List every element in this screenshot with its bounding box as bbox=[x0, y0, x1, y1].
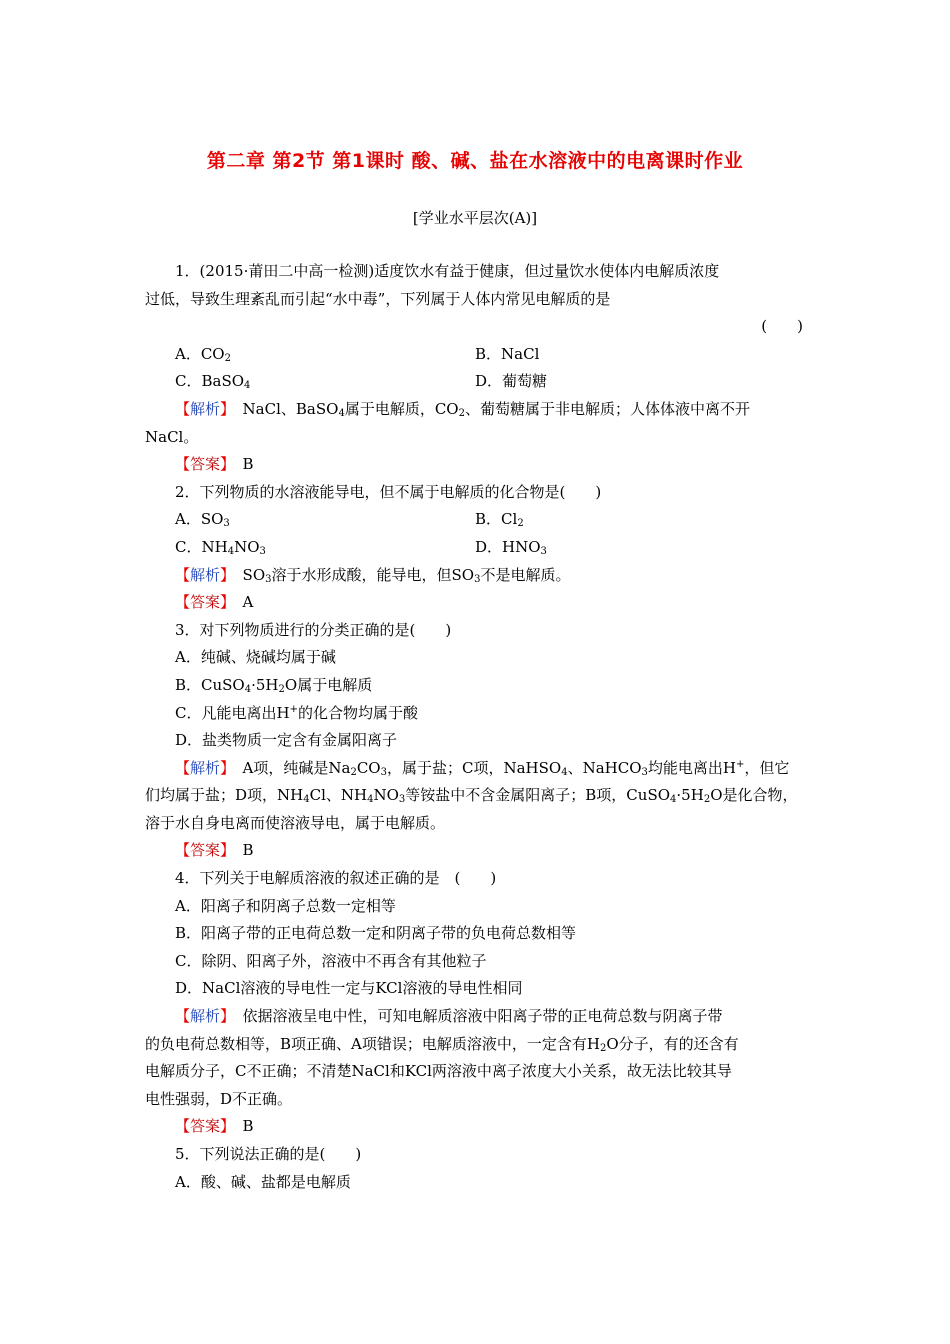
analysis-continued: 电性强弱，D不正确。 bbox=[145, 1089, 293, 1108]
analysis-continued: 溶于水自身电离而使溶液导电，属于电解质。 bbox=[145, 813, 446, 832]
analysis-tag: 【解析】 bbox=[175, 1007, 228, 1026]
question-4 bbox=[145, 865, 813, 1141]
option-d: D．NaCl溶液的导电性一定与KCl溶液的导电性相同 bbox=[175, 979, 523, 998]
question-content bbox=[145, 258, 813, 1196]
option-c: C．BaSO$_4$ bbox=[175, 372, 251, 392]
analysis: 【解析】 $SO_3$溶于水形成酸，能导电，但$SO_3$不是电解质。 bbox=[175, 565, 571, 585]
question-stem: 2．下列物质的水溶液能导电，但不属于电解质的化合物是( ) bbox=[175, 482, 602, 501]
option-a: A．纯碱、烧碱均属于碱 bbox=[175, 648, 336, 667]
option-d: D．盐类物质一定含有金属阳离子 bbox=[175, 731, 398, 750]
answer-parentheses: ( ) bbox=[761, 317, 803, 336]
option-row bbox=[145, 341, 813, 369]
question-stem: 3．对下列物质进行的分类正确的是( ) bbox=[175, 620, 452, 639]
analysis-tag: 【解析】 bbox=[175, 399, 228, 418]
question-2 bbox=[145, 479, 813, 617]
option-a: A．酸、碱、盐都是电解质 bbox=[175, 1172, 351, 1191]
question-stem: 5．下列说法正确的是( ) bbox=[175, 1145, 362, 1163]
option-b: B．$CuSO_4\cdot 5H_2O$属于电解质 bbox=[175, 675, 373, 695]
level-subtitle: [学业水平层次(A)] bbox=[412, 209, 538, 227]
option-b: B．NaCl bbox=[475, 344, 540, 363]
analysis-tag: 【解析】 bbox=[175, 565, 228, 584]
option-b: B．阳离子带的正电荷总数一定和阴离子带的负电荷总数相等 bbox=[175, 924, 577, 943]
analysis-continued: 电解质分子，C不正确；不清楚NaCl和KCl两溶液中离子浓度大小关系，故无法比较其导 bbox=[145, 1062, 732, 1081]
analysis-continued: 们均属于盐；D项，$NH_4Cl$、$NH_4NO_3$等铵盐中不含金属阳离子；B项，$CuSO_4\cdot 5H_2O$是化合物， bbox=[145, 786, 798, 806]
option-a: A．$SO_3$ bbox=[175, 510, 230, 530]
question-5 bbox=[145, 1141, 813, 1196]
answer-tag: 【答案】 bbox=[175, 1117, 228, 1136]
option-row bbox=[145, 368, 813, 396]
analysis-continued: 的负电荷总数相等，B项正确、A项错误；电解质溶液中，一定含有$H_2O$分子，有的还含有 bbox=[145, 1034, 739, 1054]
option-d: D．$HNO_3$ bbox=[475, 537, 547, 557]
option-c: C．$NH_4NO_3$ bbox=[175, 537, 266, 557]
answer-tag: 【答案】 bbox=[175, 841, 228, 860]
option-c: C．凡能电离出H+的化合物均属于酸 bbox=[175, 703, 418, 722]
page-title: 第二章 第2节 第1课时 酸、碱、盐在水溶液中的电离课时作业 bbox=[206, 150, 744, 172]
question-stem-continued: 过低，导致生理紊乱而引起“水中毒”，下列属于人体内常见电解质的是 bbox=[145, 289, 611, 308]
question-3 bbox=[145, 617, 813, 865]
option-a: A．$CO_2$ bbox=[175, 344, 231, 364]
answer: 【答案】 B bbox=[175, 455, 254, 474]
analysis: 【解析】 NaCl、BaSO$_4$属于电解质，$CO_2$、葡萄糖属于非电解质；人体体液中离不开 bbox=[175, 399, 750, 419]
option-row bbox=[145, 506, 813, 534]
answer: 【答案】 A bbox=[175, 593, 254, 612]
answer-tag: 【答案】 bbox=[175, 593, 228, 612]
analysis-tag: 【解析】 bbox=[175, 758, 228, 777]
answer: 【答案】 B bbox=[175, 841, 254, 860]
option-c: C．除阴、阳离子外，溶液中不再含有其他粒子 bbox=[175, 951, 487, 970]
option-a: A．阳离子和阴离子总数一定相等 bbox=[175, 896, 396, 915]
analysis: 【解析】 依据溶液呈电中性，可知电解质溶液中阳离子带的正电荷总数与阴离子带 bbox=[175, 1007, 723, 1026]
option-row bbox=[145, 534, 813, 562]
answer-tag: 【答案】 bbox=[175, 455, 228, 474]
question-1 bbox=[145, 258, 813, 479]
question-stem: 4．下列关于电解质溶液的叙述正确的是 ( ) bbox=[175, 869, 497, 888]
analysis-continued: NaCl。 bbox=[145, 427, 199, 446]
answer: 【答案】 B bbox=[175, 1117, 254, 1136]
question-stem: 1．(2015·莆田二中高一检测)适度饮水有益于健康，但过量饮水使体内电解质浓度 bbox=[175, 262, 720, 280]
option-d: D．葡萄糖 bbox=[475, 372, 548, 391]
analysis: 【解析】 A项，纯碱是$Na_2CO_3$，属于盐；C项，NaHSO$_4$、NaHCO$_3$均能电离出H+，但它 bbox=[175, 758, 790, 778]
option-b: B．$Cl_2$ bbox=[475, 510, 524, 530]
